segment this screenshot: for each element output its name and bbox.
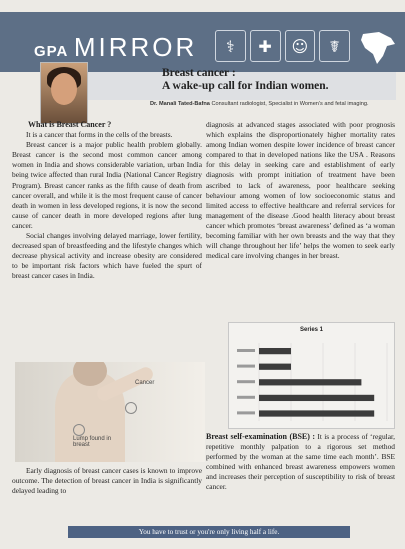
right-column [206,120,395,261]
paragraph: Breast cancer is a major public health problem globally. Breast cancer is the second most common cancer among women in India and shows considerable variation, urban India being twice affected than rural India (National Cancer Registry Program). Breast cancer ranks as the fifth cause of death from cancer overall, and while it is the most frequent cause of cancer death in women in less developed regions, it is now the second cause of cancer death in more developed regions after lung cancer. [12,140,202,230]
logo-gpa: GPA [34,43,69,60]
section-heading: What is Breast Cancer ? [28,120,112,129]
left-column-bottom [12,466,202,496]
author-role: Consultant radiologist, Specialist in Women's and fetal imaging. [209,101,369,107]
chart-bar [259,395,374,401]
chart-bar [259,364,291,370]
chart-bar [259,348,291,354]
bar-chart [228,322,395,429]
cancer-marker [125,402,137,414]
doctor-icon: ☺ [285,30,316,62]
title-line-2: A wake-up call for Indian women. [162,80,329,92]
chart-bar [259,379,361,385]
article-title [162,67,329,93]
bse-section [206,432,395,493]
chart-title: Series 1 [299,327,324,333]
author-photo [40,62,88,124]
chart-plot [229,323,394,428]
chart-category-label [237,380,255,383]
author-name: Dr. Manali Tated-Bafna [150,101,210,107]
paragraph: Social changes involving delayed marriage, lower fertility, decreased span of breastfeeding and the lifestyle changes which decrease physical activity and increase obesity are considered to be important risk factors which have fueled the spurt of breast cancer cases in India. [12,231,202,281]
label-cancer: Cancer [135,380,155,386]
chart-category-label [237,396,255,399]
author-face [51,73,77,105]
breast-exam-illustration [15,362,205,462]
header-icons [215,30,400,70]
chart-category-label [237,349,255,352]
label-lump: Lump found in breast [73,436,112,448]
paragraph: It is a cancer that forms in the cells of the breasts. [26,130,173,140]
bse-heading: Breast self-examination (BSE) : [206,432,316,441]
left-column [12,120,202,282]
caduceus-icon: ☤ [319,30,350,62]
stethoscope-icon: ⚕ [215,30,246,62]
footer-quote: You have to trust or you're only living half a life. [68,526,350,538]
india-map-icon [354,30,400,66]
chart-bar [259,410,374,416]
title-line-1: Breast cancer : [162,67,236,79]
chart-category-label [237,411,255,414]
lump-marker [73,424,85,436]
hospital-icon: ✚ [250,30,281,62]
chart-category-label [237,365,255,368]
author-byline [150,101,369,107]
paragraph: Early diagnosis of breast cancer cases is known to improve outcome. The detection of breast cancer in India is significantly delayed leading to [12,466,202,496]
logo-mirror: MIRROR [73,32,198,62]
bse-text: It is a process of ‘regular, repetitive monthly palpation to a rigorous set method performed by the woman at the same time each month’. BSE combined with enhanced breast awareness empowers women and increases their perception of susceptibility to risk of breast cancer. [206,432,395,492]
gpa-mirror-logo [34,32,197,63]
paragraph: diagnosis at advanced stages associated with poor prognosis which explains the disproportionately higher mortality rates among Indian women despite lower incidence of breast cancer compared to that in developed nations like the USA . Reasons for this delay in seeking care and establishment of early diagnosis with prompt initiation of treatment have been ascribed to lack of awareness, poor healthcare seeking behaviour among women of low socioeconomic status and limited access to effective healthcare and referral services for management of the disease .Good health literacy about breast cancer which promotes ‘breast awareness’ defined as ‘a woman becoming familiar with her own breasts and the way that they will change throughout her life’ helps the women to seek early medical care involving changes in her breast. [206,120,395,261]
